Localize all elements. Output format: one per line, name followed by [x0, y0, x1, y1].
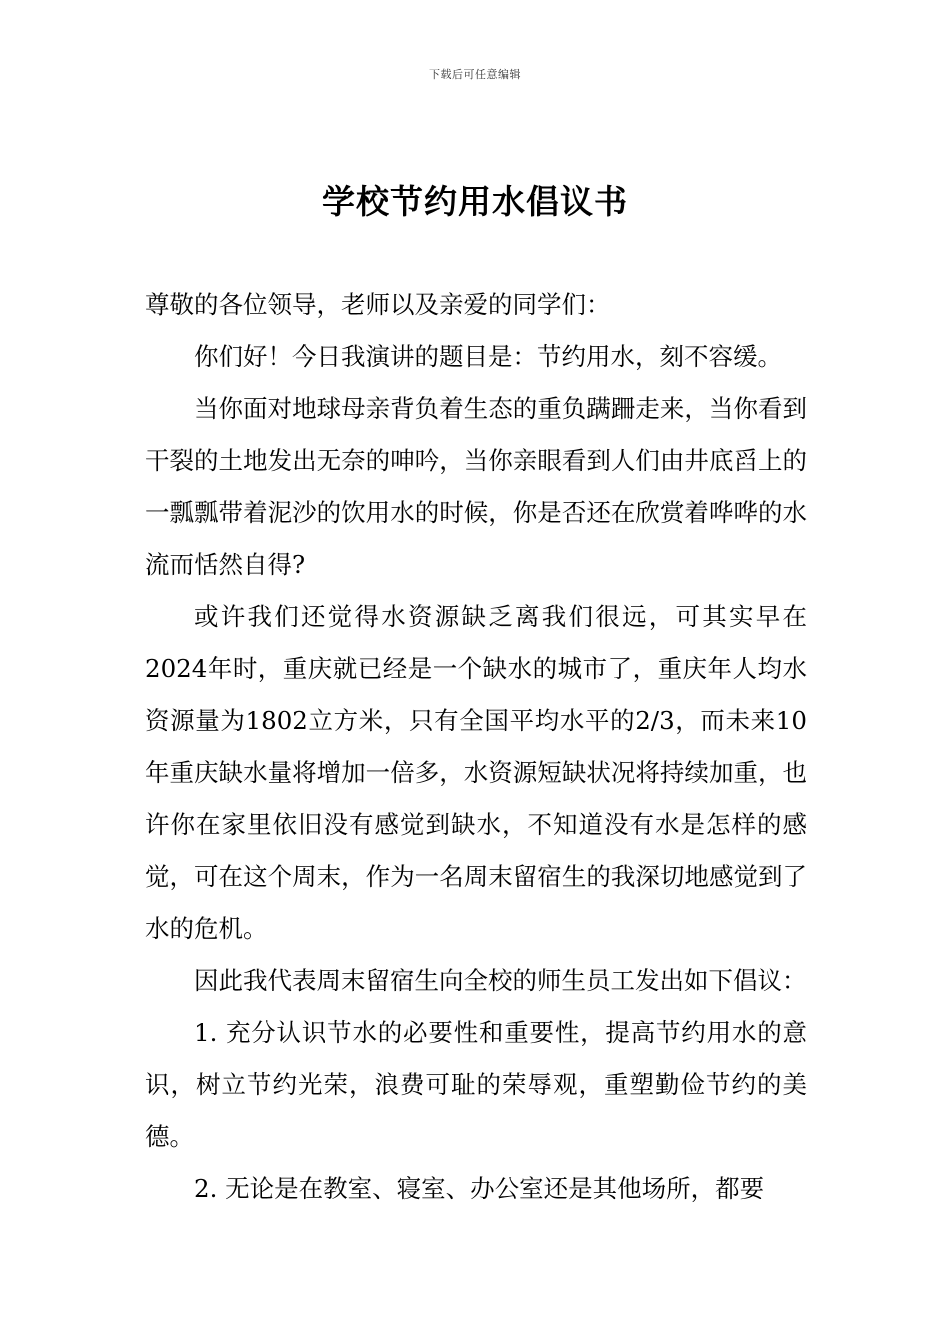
- proposal-item-1: 1. 充分认识节水的必要性和重要性，提高节约用水的意识，树立节约光荣，浪费可耻的荣辱观，重塑勤俭节约的美德。: [145, 1018, 807, 1151]
- salutation: 尊敬的各位领导，老师以及亲爱的同学们：: [145, 290, 611, 319]
- paragraph-earth: 当你面对地球母亲背负着生态的重负蹒跚走来，当你看到干裂的土地发出无奈的呻吟，当你亲眼看到人们由井底舀上的一瓢瓢带着泥沙的饮用水的时候，你是否还在欣赏着哗哗的水流而恬然自得?: [145, 394, 807, 579]
- document-body: [145, 279, 807, 1215]
- proposal-item-2: 2. 无论是在教室、寝室、办公室还是其他场所，都要: [194, 1174, 765, 1203]
- header-note: 下载后可任意编辑: [429, 68, 521, 81]
- paragraph-proposal-intro: 因此我代表周末留宿生向全校的师生员工发出如下倡议：: [194, 966, 807, 995]
- paragraph-greeting: 你们好！今日我演讲的题目是：节约用水，刻不容缓。: [194, 342, 782, 371]
- paragraph-water-shortage: 或许我们还觉得水资源缺乏离我们很远，可其实早在2024年时，重庆就已经是一个缺水的城市了，重庆年人均水资源量为1802立方米，只有全国平均水平的2/3，而未来10年重庆缺水量将增加一倍多，水资源短缺状况将持续加重，也许你在家里依旧没有感觉到缺水，不知道没有水是怎样的感觉，可在这个周末，作为一名周末留宿生的我深切地感觉到了水的危机。: [145, 602, 807, 943]
- page-title: 学校节约用水倡议书: [322, 182, 628, 221]
